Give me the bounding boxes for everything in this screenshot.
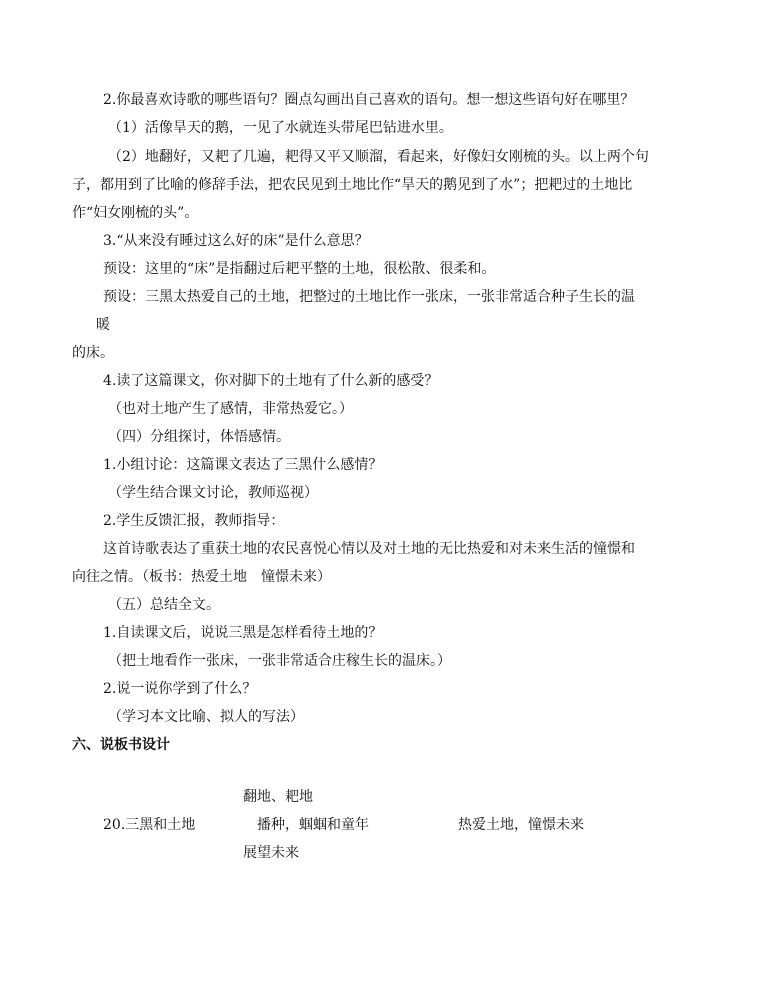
summary-paragraph: 这首诗歌表达了重获土地的农民喜悦心情以及对土地的无比热爱和对未来生活的憧憬和 [103,541,635,557]
feedback-item: 2.学生反馈汇报，教师指导： [103,513,285,529]
board-bottom-item: 展望未来 [243,845,299,861]
board-right-item: 热爱土地，憧憬未来 [458,817,584,833]
summary-paragraph-end: 向往之情。（板书：热爱土地 憧憬未来） [72,569,331,585]
section-heading: 六、说板书设计 [72,737,170,753]
board-top-item: 翻地、耙地 [243,789,313,805]
question-2: 2.你最喜欢诗歌的哪些语句？圈点勾画出自己喜欢的语句。想一想这些语句好在哪里？ [103,92,635,108]
subsection-heading-5: （五）总结全文。 [108,597,220,613]
preset-answer-2-wrap: 暖 [96,317,110,333]
example-sentence-1: （1）活像旱天的鹅，一见了水就连头带尾巴钻进水里。 [108,120,453,136]
review-answer-1: （把土地看作一张床，一张非常适合庄稼生长的温床。） [108,653,451,669]
preset-answer-2-end: 的床。 [72,345,114,361]
review-answer-2: （学习本文比喻、拟人的写法） [108,709,304,725]
preset-answer-2: 预设：三黑太热爱自己的土地，把整过的土地比作一张床，一张非常适合种子生长的温 [103,289,635,305]
paragraph-continuation: 子，都用到了比喻的修辞手法，把农民见到土地比作“旱天的鹅见到了水”；把耙过的土地比 [72,177,633,193]
board-middle-item: 播种，蝈蝈和童年 [257,817,369,833]
paragraph-continuation: 作“妇女刚梳的头”。 [72,205,199,221]
review-question-2: 2.说一说你学到了什么？ [103,681,257,697]
board-title: 20.三黑和土地 [103,817,196,833]
question-4: 4.读了这篇课文，你对脚下的土地有了什么新的感受？ [103,373,439,389]
subsection-heading-4: （四）分组探讨，体悟感情。 [108,429,290,445]
question-3: 3.“从来没有睡过这么好的床”是什么意思？ [103,233,369,249]
discussion-note: （学生结合课文讨论，教师巡视） [108,485,318,501]
preset-answer-1: 预设：这里的“床”是指翻过后耙平整的土地，很松散、很柔和。 [103,261,496,277]
review-question-1: 1.自读课文后，说说三黑是怎样看待土地的？ [103,625,383,641]
group-discussion: 1.小组讨论：这篇课文表达了三黑什么感情？ [103,457,383,473]
example-sentence-2: （2）地翻好，又耙了几遍，耙得又平又顺溜，看起来，好像妇女刚梳的头。以上两个句 [108,149,649,165]
answer-4: （也对土地产生了感情，非常热爱它。） [108,401,353,417]
